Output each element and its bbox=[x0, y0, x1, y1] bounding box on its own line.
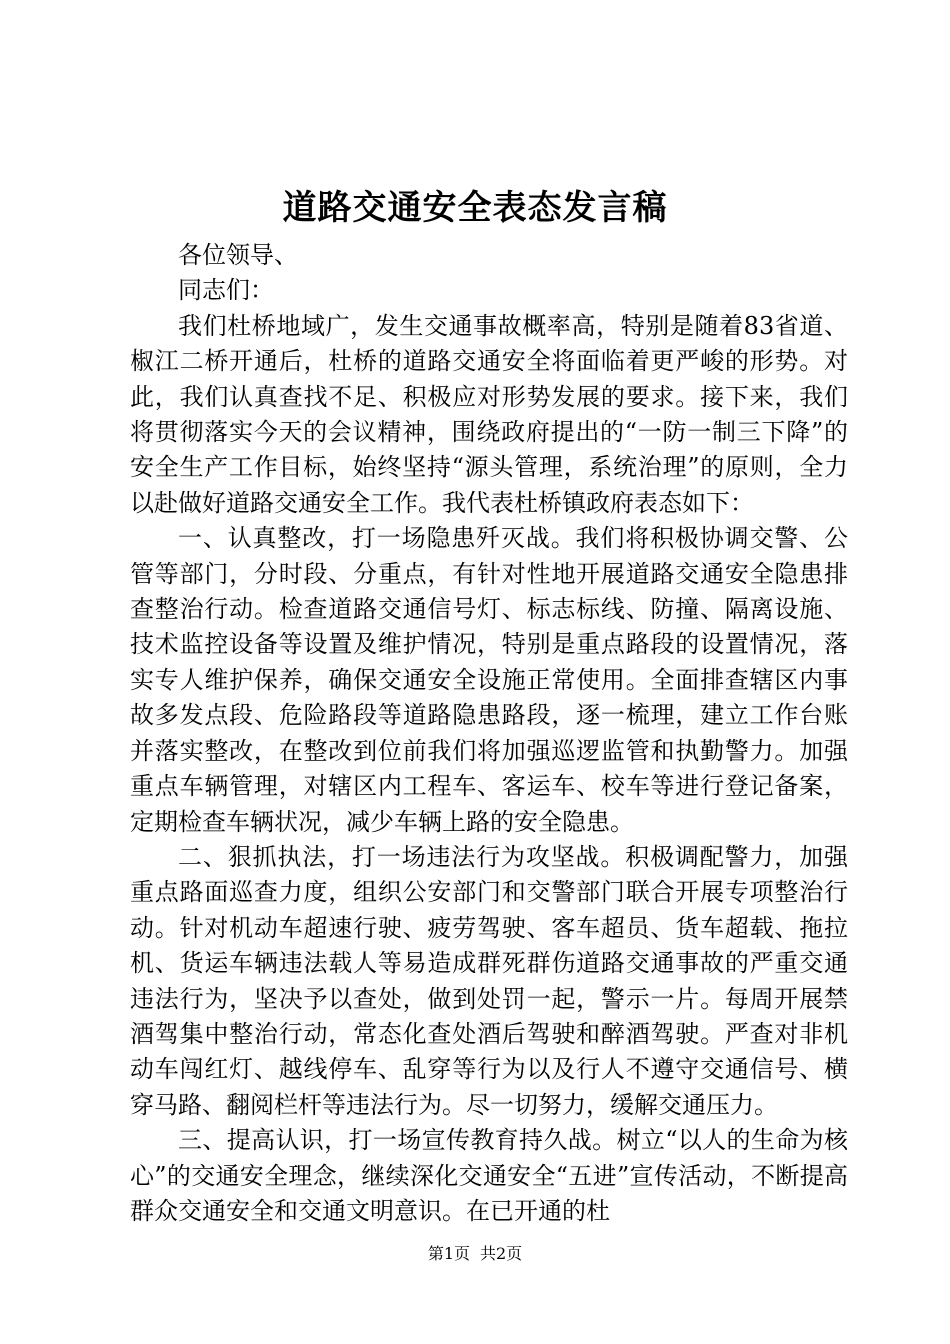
document-body bbox=[130, 238, 848, 1229]
page-number: 第1页 bbox=[427, 1244, 470, 1263]
document-title: 道路交通安全表态发言稿 bbox=[282, 188, 668, 228]
body-paragraph: 二、狠抓执法，打一场违法行为攻坚战。积极调配警力，加强重点路面巡查力度，组织公安部门和交警部门联合开展专项整治行动。针对机动车超速行驶、疲劳驾驶、客车超员、货车超载、拖拉机、货运车辆违法载人等易造成群死群伤道路交通事故的严重交通违法行为，坚决予以查处，做到处罚一起，警示一片。每周开展禁酒驾集中整治行动，常态化查处酒后驾驶和醉酒驾驶。严查对非机动车闯红灯、越线停车、乱穿等行为以及行人不遵守交通信号、横穿马路、翻阅栏杆等违法行为。尽一切努力，缓解交通压力。 bbox=[130, 842, 848, 1119]
salutation-line: 各位领导、 bbox=[178, 241, 298, 269]
page-total: 共2页 bbox=[480, 1244, 523, 1263]
body-paragraph: 三、提高认识，打一场宣传教育持久战。树立“以人的生命为核心”的交通安全理念，继续深化交通安全“五进”宣传活动，不断提高群众交通安全和交通文明意识。在已开通的杜 bbox=[130, 1126, 848, 1225]
page-footer bbox=[0, 1242, 950, 1266]
salutation-line: 同志们： bbox=[178, 276, 274, 305]
body-paragraph: 一、认真整改，打一场隐患歼灭战。我们将积极协调交警、公管等部门，分时段、分重点，有针对性地开展道路交通安全隐患排查整治行动。检查道路交通信号灯、标志标线、防撞、隔离设施、技术监控设备等设置及维护情况，特别是重点路段的设置情况，落实专人维护保养，确保交通安全设施正常使用。全面排查辖区内事故多发点段、危险路段等道路隐患路段，逐一梳理，建立工作台账并落实整改，在整改到位前我们将加强巡逻监管和执勤警力。加强重点车辆管理，对辖区内工程车、客运车、校车等进行登记备案，定期检查车辆状况，减少车辆上路的安全隐患。 bbox=[130, 524, 848, 836]
body-paragraph: 我们杜桥地域广，发生交通事故概率高，特别是随着83省道、椒江二桥开通后，杜桥的道路交通安全将面临着更严峻的形势。对此，我们认真查找不足、积极应对形势发展的要求。接下来，我们将贯彻落实今天的会议精神，围绕政府提出的“一防一制三下降”的安全生产工作目标，始终坚持“源头管理，系统治理”的原则，全力以赴做好道路交通安全工作。我代表杜桥镇政府表态如下： bbox=[130, 311, 848, 517]
